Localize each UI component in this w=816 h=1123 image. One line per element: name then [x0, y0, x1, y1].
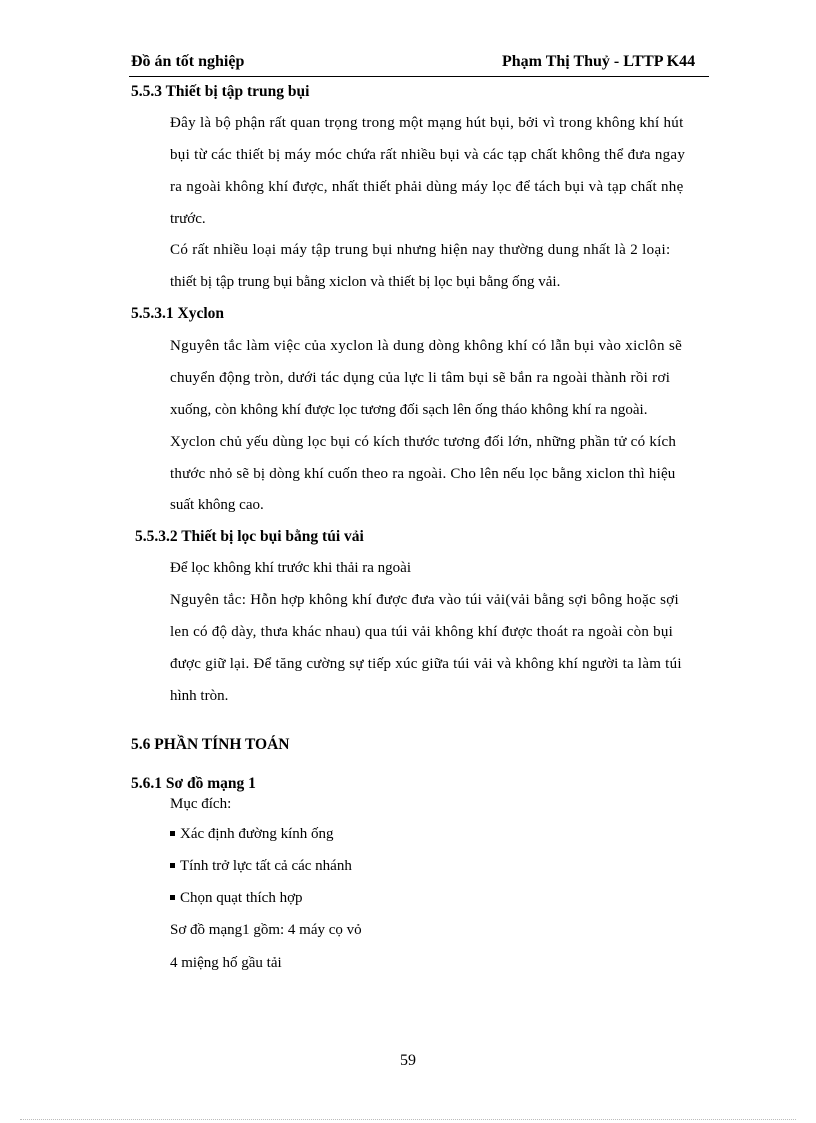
- paragraph-line: hình tròn.: [170, 688, 229, 704]
- paragraph-line: Có rất nhiều loại máy tập trung bụi nhưng hiện nay thường dung nhất là 2 loại:: [170, 242, 671, 258]
- paragraph-line: Nguyên tắc: Hỗn hợp không khí được đưa vào túi vải(vải bằng sợi bông hoặc sợi: [170, 592, 679, 608]
- page-number: 59: [400, 1052, 416, 1069]
- paragraph-line: Để lọc không khí trước khi thải ra ngoài: [170, 560, 412, 576]
- header-author-right: Phạm Thị Thuỷ - LTTP K44: [502, 53, 696, 70]
- paragraph-line: Xyclon chủ yếu dùng lọc bụi có kích thước tương đối lớn, những phần tử có kích: [170, 434, 677, 450]
- paragraph-line: thiết bị tập trung bụi bằng xiclon và thiết bị lọc bụi bằng ống vải.: [170, 274, 561, 290]
- section-heading-5-5-3-1: 5.5.3.1 Xyclon: [131, 305, 224, 322]
- section-heading-5-5-3-2: 5.5.3.2 Thiết bị lọc bụi bằng túi vải: [135, 528, 364, 545]
- paragraph-line: suất không cao.: [170, 497, 264, 513]
- square-bullet-icon: [170, 863, 175, 868]
- square-bullet-icon: [170, 895, 175, 900]
- section-heading-5-6: 5.6 PHẦN TÍNH TOÁN: [131, 736, 290, 753]
- list-item: Tính trở lực tất cả các nhánh: [170, 858, 352, 875]
- paragraph-line: trước.: [170, 211, 206, 227]
- paragraph-line: Sơ đồ mạng1 gồm: 4 máy cọ vỏ: [170, 922, 362, 938]
- square-bullet-icon: [170, 831, 175, 836]
- paragraph-line: Nguyên tắc làm việc của xyclon là dung dòng không khí có lẫn bụi vào xiclôn sẽ: [170, 338, 683, 354]
- paragraph-line: được giữ lại. Để tăng cường sự tiếp xúc giữa túi vải và không khí người ta làm túi: [170, 656, 682, 672]
- section-heading-5-6-1: 5.6.1 Sơ đồ mạng 1: [131, 775, 256, 792]
- paragraph-line: Đây là bộ phận rất quan trọng trong một mạng hút bụi, bởi vì trong không khí hút: [170, 115, 684, 131]
- header-title-left: Đồ án tốt nghiệp: [131, 53, 245, 70]
- header-rule: [129, 76, 709, 77]
- page-bottom-divider: [20, 1119, 796, 1120]
- purpose-label: Mục đích:: [170, 796, 232, 812]
- paragraph-line: chuyển động tròn, dưới tác dụng của lực li tâm bụi sẽ bắn ra ngoài thành rồi rơi: [170, 370, 671, 386]
- list-item: Xác định đường kính ống: [170, 826, 334, 843]
- paragraph-line: bụi từ các thiết bị máy móc chứa rất nhiều bụi và các tạp chất không thể đưa ngay: [170, 147, 686, 163]
- paragraph-line: ra ngoài không khí được, nhất thiết phải dùng máy lọc để tách bụi và tạp chất nhẹ: [170, 179, 684, 195]
- list-item: Chọn quạt thích hợp: [170, 890, 303, 907]
- paragraph-line: xuống, còn không khí được lọc tương đối sạch lên ống tháo không khí ra ngoài.: [170, 402, 648, 418]
- paragraph-line: thước nhỏ sẽ bị dòng khí cuốn theo ra ngoài. Cho lên nếu lọc bằng xiclon thì hiệu: [170, 466, 676, 482]
- paragraph-line: 4 miệng hố gầu tải: [170, 955, 282, 971]
- paragraph-line: len có độ dày, thưa khác nhau) qua túi vải không khí được thoát ra ngoài còn bụi: [170, 624, 674, 640]
- section-heading-5-5-3: 5.5.3 Thiết bị tập trung bụi: [131, 83, 310, 100]
